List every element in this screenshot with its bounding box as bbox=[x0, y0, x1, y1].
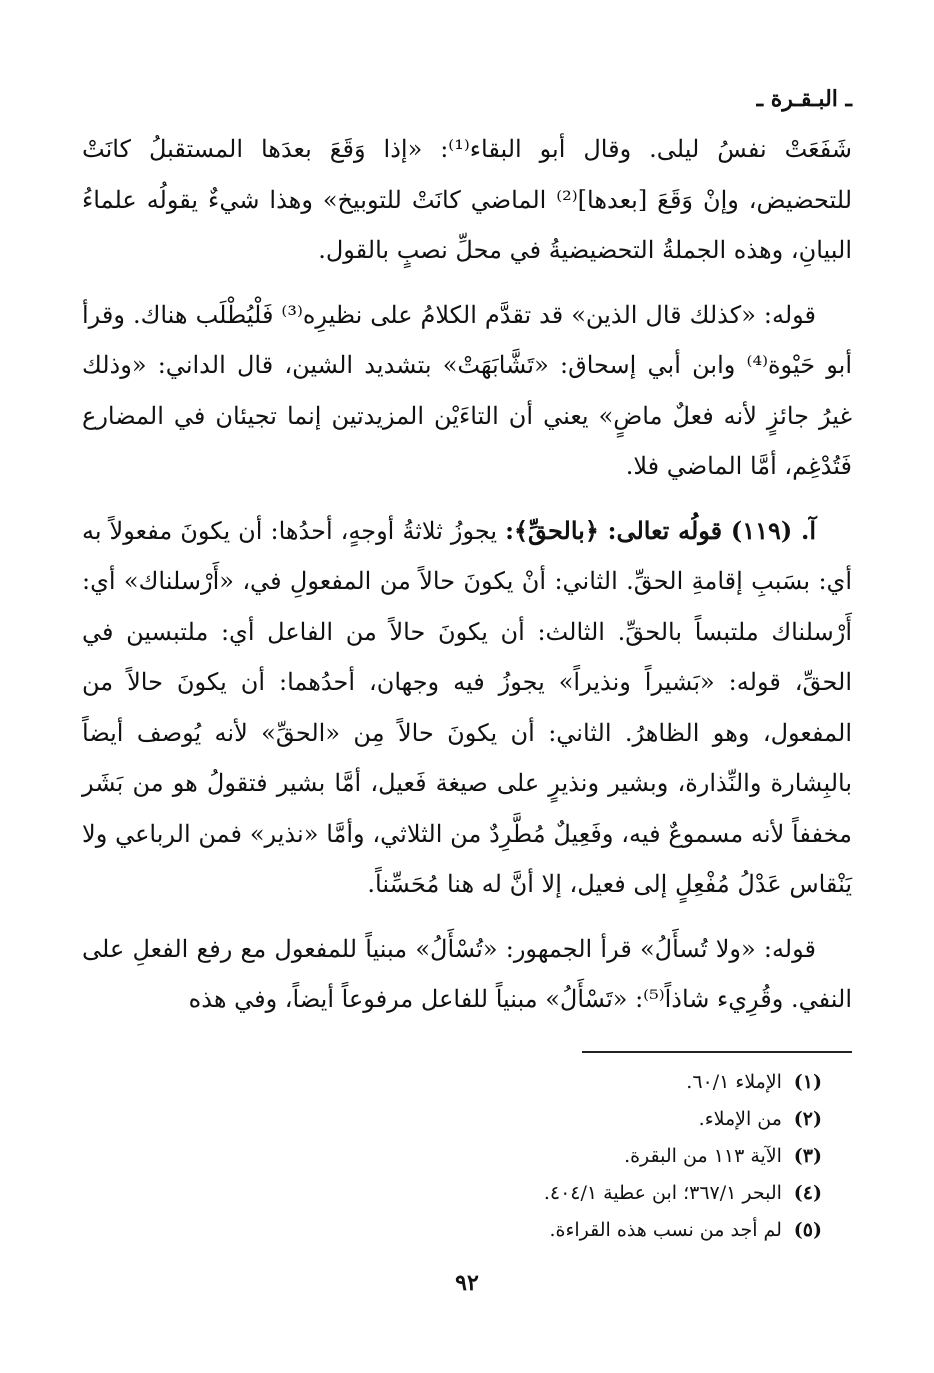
footnote-text: البحر ٣٦٧/١؛ ابن عطية ٤٠٤/١. bbox=[543, 1182, 782, 1204]
footnotes-list bbox=[122, 1064, 822, 1249]
footnote-item bbox=[122, 1101, 822, 1138]
paragraph-2: قوله: «كذلك قال الذين» قد تقدَّم الكلامُ على نظيرِه⁽³⁾ فَلْيُطْلَب هناك. وقرأ أبو حَيْوة⁽⁴⁾ وابن أبي إسحاق: «تَشَّابَهَتْ» بتشديد الشين، قال الداني: «وذلك غيرُ جائزٍ لأنه فعلٌ ماضٍ» يعني أن التاءَيْن المزيدتين إنما تجيئان في المضارع فَتُدْغِم، أمَّا الماضي فلا. bbox=[82, 300, 852, 480]
footnote-text: الإملاء ٦٠/١. bbox=[686, 1071, 782, 1093]
running-head: ـ البـقـرة ـ bbox=[756, 86, 852, 112]
footnote-text: من الإملاء. bbox=[698, 1108, 782, 1130]
footnote-number: (١) bbox=[793, 1071, 822, 1093]
footnote-separator bbox=[582, 1051, 852, 1053]
footnote-number: (٤) bbox=[793, 1182, 822, 1204]
footnote-text: الآية ١١٣ من البقرة. bbox=[624, 1145, 782, 1167]
paragraph-3 bbox=[82, 506, 852, 910]
main-text bbox=[82, 124, 852, 1039]
footnote-item bbox=[122, 1064, 822, 1101]
paragraph-1: شَفَعَتْ نفسُ ليلى. وقال أبو البقاء⁽¹⁾: «إذا وَقَعَ بعدَها المستقبلُ كانَتْ للتحضيض، وإنْ وَقَعَ [بعدها]⁽²⁾ الماضي كانَتْ للتوبيخ» وهذا شيءٌ يقولُه علماءُ البيانِ، وهذه الجملةُ التحضيضيةُ في محلِّ نصبٍ بالقول. bbox=[82, 135, 853, 264]
page-number: ٩٢ bbox=[455, 1270, 479, 1296]
footnote-item bbox=[122, 1212, 822, 1249]
paragraph-4: قوله: «ولا تُسأَلُ» قرأ الجمهور: «تُسْأَلُ» مبنياً للمفعول مع رفع الفعلِ على النفي. وقُرِيء شاذاً⁽⁵⁾: «تَسْأَلُ» مبنياً للفاعل مرفوعاً أيضاً، وفي هذه bbox=[82, 934, 852, 1013]
footnote-number: (٣) bbox=[793, 1145, 822, 1167]
paragraph-3-text: يجوزُ ثلاثةُ أوجهٍ، أحدُها: أن يكونَ مفعولاً به أي: بسَببِ إقامةِ الحقِّ. الثاني: أنْ يكونَ حالاً من المفعولِ في، «أَرْسلناك» أي: أَرْسلناك ملتبساً بالحقِّ. الثالث: أن يكونَ حالاً من الفاعل أي: ملتبسين في الحقِّ، قوله: «بَشيراً ونذيراً» يجوزُ فيه وجهان، أحدُهما: أن يكونَ حالاً من المفعول، وهو الظاهرُ. الثاني: أن يكونَ حالاً مِن «الحقِّ» لأنه يُوصف أيضاً بالبِشارة والنِّذارة، وبشير ونذيرٍ على صيغة فَعيل، أمَّا بشير فتقولُ هو من بَشَر مخففاً لأنه مسموعٌ فيه، وفَعِيلٌ مُطَّرِدٌ من الثلاثي، وأمَّا «نذير» فمن الرباعي ولا يَنْقاس عَدْلُ مُفْعِلٍ إلى فعيل، إلا أنَّ له هنا مُحَسِّناً. bbox=[82, 516, 852, 898]
footnote-number: (٥) bbox=[793, 1219, 822, 1241]
verse-label: آ. (١١٩) قولُه تعالى: ﴿بالحقِّ﴾: bbox=[505, 515, 817, 545]
footnote-number: (٢) bbox=[793, 1108, 822, 1130]
footnote-text: لم أجد من نسب هذه القراءة. bbox=[549, 1219, 782, 1241]
footnote-item bbox=[122, 1175, 822, 1212]
footnote-item bbox=[122, 1138, 822, 1175]
